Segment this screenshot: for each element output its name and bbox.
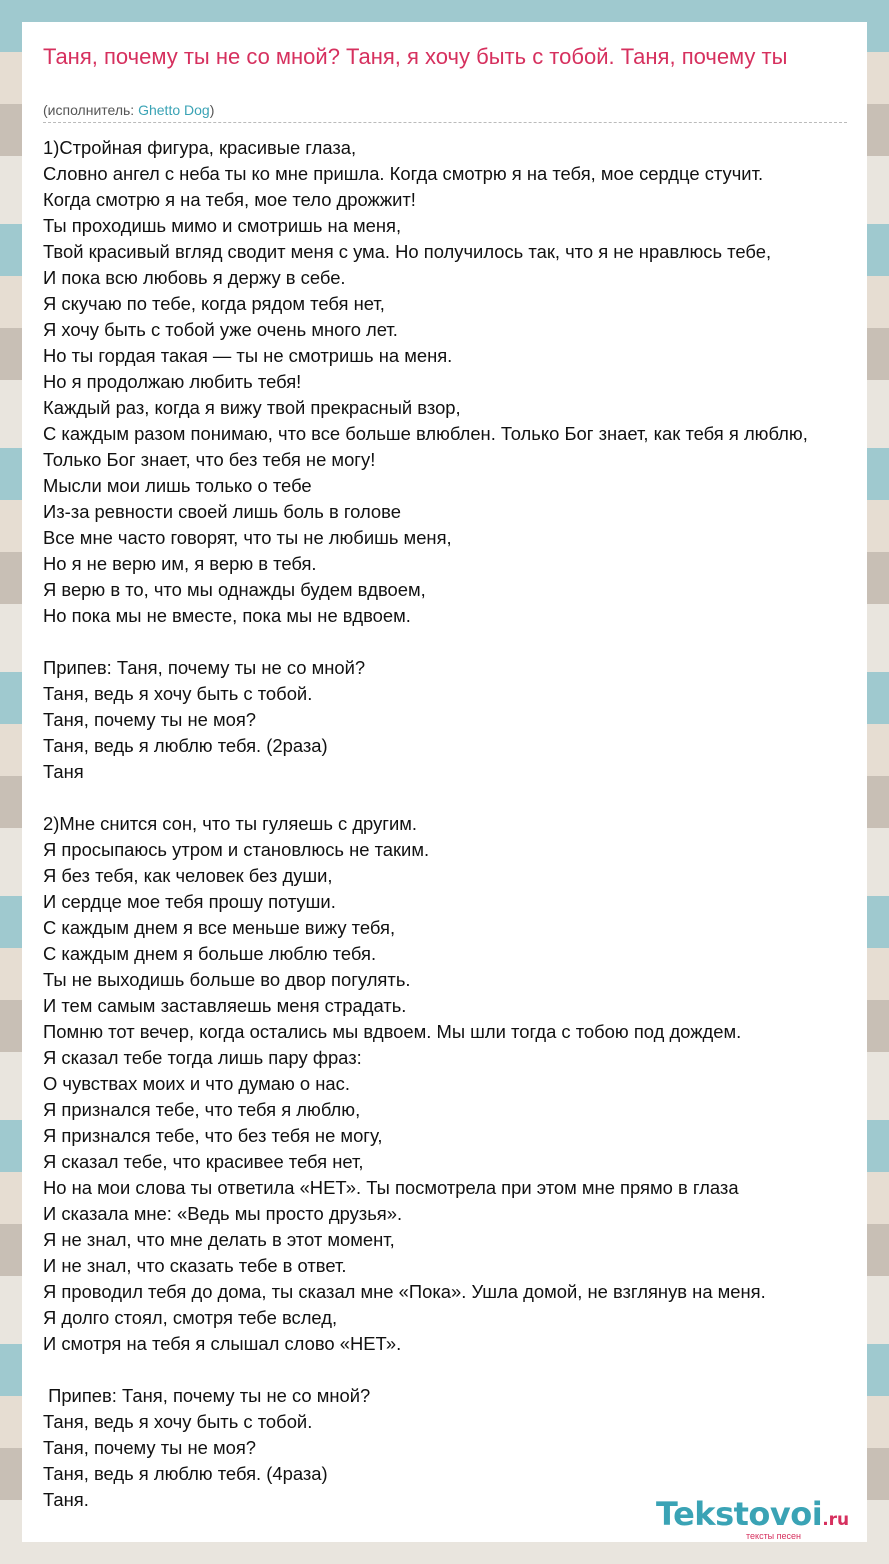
lyric-line: Из-за ревности своей лишь боль в голове <box>43 501 401 522</box>
lyric-line: 1)Стройная фигура, красивые глаза, <box>43 137 357 158</box>
lyric-line: Я признался тебе, что тебя я люблю, <box>43 1099 361 1120</box>
lyric-line: Таня, почему ты не моя? <box>43 1437 257 1458</box>
lyric-line: Таня <box>43 761 84 782</box>
logo-main-text: Tekstovoi <box>656 1495 823 1533</box>
lyric-line: Словно ангел с неба ты ко мне пришла. Когда смотрю я на тебя, мое сердце стучит. <box>43 163 764 184</box>
lyric-line: Таня, ведь я люблю тебя. (4раза) <box>43 1463 328 1484</box>
lyric-line: Я сказал тебе тогда лишь пару фраз: <box>43 1047 362 1068</box>
lyric-line: Я сказал тебе, что красивее тебя нет, <box>43 1151 364 1172</box>
lyrics-card <box>22 22 867 1542</box>
lyric-line: 2)Мне снится сон, что ты гуляешь с другим. <box>43 813 418 834</box>
lyric-line: Таня. <box>43 1489 89 1510</box>
lyric-line: Я долго стоял, смотря тебе вслед, <box>43 1307 338 1328</box>
lyric-line: Все мне часто говорят, что ты не любишь меня, <box>43 527 452 548</box>
lyric-line: Я не знал, что мне делать в этот момент, <box>43 1229 395 1250</box>
logo-wordmark <box>656 1495 849 1533</box>
lyric-line: Я без тебя, как человек без души, <box>43 865 333 886</box>
lyric-line <box>43 785 867 811</box>
lyric-line: И тем самым заставляешь меня страдать. <box>43 995 407 1016</box>
lyric-line: И сердце мое тебя прошу потуши. <box>43 891 336 912</box>
lyric-line: Я признался тебе, что без тебя не могу, <box>43 1125 383 1146</box>
lyric-line: И не знал, что сказать тебе в ответ. <box>43 1255 347 1276</box>
lyric-line: И смотря на тебя я слышал слово «НЕТ». <box>43 1333 402 1354</box>
lyric-line: И сказала мне: «Ведь мы просто друзья». <box>43 1203 403 1224</box>
lyric-line: Но я не верю им, я верю в тебя. <box>43 553 317 574</box>
lyric-line: Ты не выходишь больше во двор погулять. <box>43 969 411 990</box>
lyric-line: Помню тот вечер, когда остались мы вдвоем. Мы шли тогда с тобою под дождем. <box>43 1021 742 1042</box>
lyric-line: Только Бог знает, что без тебя не могу! <box>43 449 376 470</box>
lyric-line: Припев: Таня, почему ты не со мной? <box>43 657 366 678</box>
lyric-line: Но я продолжаю любить тебя! <box>43 371 302 392</box>
lyric-line: Но пока мы не вместе, пока мы не вдвоем. <box>43 605 411 626</box>
lyric-line: Я просыпаюсь утром и становлюсь не таким. <box>43 839 430 860</box>
lyric-line: Я скучаю по тебе, когда рядом тебя нет, <box>43 293 385 314</box>
lyric-line: Таня, ведь я хочу быть с тобой. <box>43 683 313 704</box>
lyric-line <box>43 1357 867 1383</box>
lyric-line: Каждый раз, когда я вижу твой прекрасный взор, <box>43 397 461 418</box>
title-divider <box>43 122 847 123</box>
lyrics-text <box>43 135 867 1513</box>
lyric-line: Таня, ведь я люблю тебя. (2раза) <box>43 735 328 756</box>
artist-link[interactable]: Ghetto Dog <box>138 102 210 118</box>
lyric-line: Таня, почему ты не моя? <box>43 709 257 730</box>
lyric-line: Но на мои слова ты ответила «НЕТ». Ты посмотрела при этом мне прямо в глаза <box>43 1177 739 1198</box>
lyric-line: Я верю в то, что мы однажды будем вдвоем, <box>43 579 426 600</box>
site-logo[interactable] <box>656 1495 862 1541</box>
lyric-line: И пока всю любовь я держу в себе. <box>43 267 346 288</box>
artist-prefix: (исполнитель: <box>43 102 139 118</box>
lyric-line: Я проводил тебя до дома, ты сказал мне «Пока». Ушла домой, не взглянув на меня. <box>43 1281 766 1302</box>
lyric-line: Таня, ведь я хочу быть с тобой. <box>43 1411 313 1432</box>
lyric-line: Ты проходишь мимо и смотришь на меня, <box>43 215 402 236</box>
lyric-line <box>43 629 867 655</box>
lyric-line: С каждым днем я все меньше вижу тебя, <box>43 917 396 938</box>
lyric-line: Твой красивый вгляд сводит меня с ума. Но получилось так, что я не нравлюсь тебе, <box>43 241 772 262</box>
artist-suffix: ) <box>209 102 215 118</box>
lyric-line: Я хочу быть с тобой уже очень много лет. <box>43 319 398 340</box>
logo-tagline: тексты песен <box>746 1531 802 1541</box>
artist-line <box>43 102 214 118</box>
lyric-line: С каждым днем я больше люблю тебя. <box>43 943 377 964</box>
lyric-line: Но ты гордая такая — ты не смотришь на меня. <box>43 345 453 366</box>
lyric-line: Мысли мои лишь только о тебе <box>43 475 312 496</box>
song-title: Таня, почему ты не со мной? Таня, я хочу быть с тобой. Таня, почему ты <box>43 44 788 69</box>
logo-tld: .ru <box>822 1510 850 1530</box>
lyric-line: С каждым разом понимаю, что все больше влюблен. Только Бог знает, как тебя я люблю, <box>43 423 808 444</box>
lyric-line: Припев: Таня, почему ты не со мной? <box>43 1385 371 1406</box>
lyric-line: Когда смотрю я на тебя, мое тело дрожжит! <box>43 189 416 210</box>
lyric-line: О чувствах моих и что думаю о нас. <box>43 1073 350 1094</box>
